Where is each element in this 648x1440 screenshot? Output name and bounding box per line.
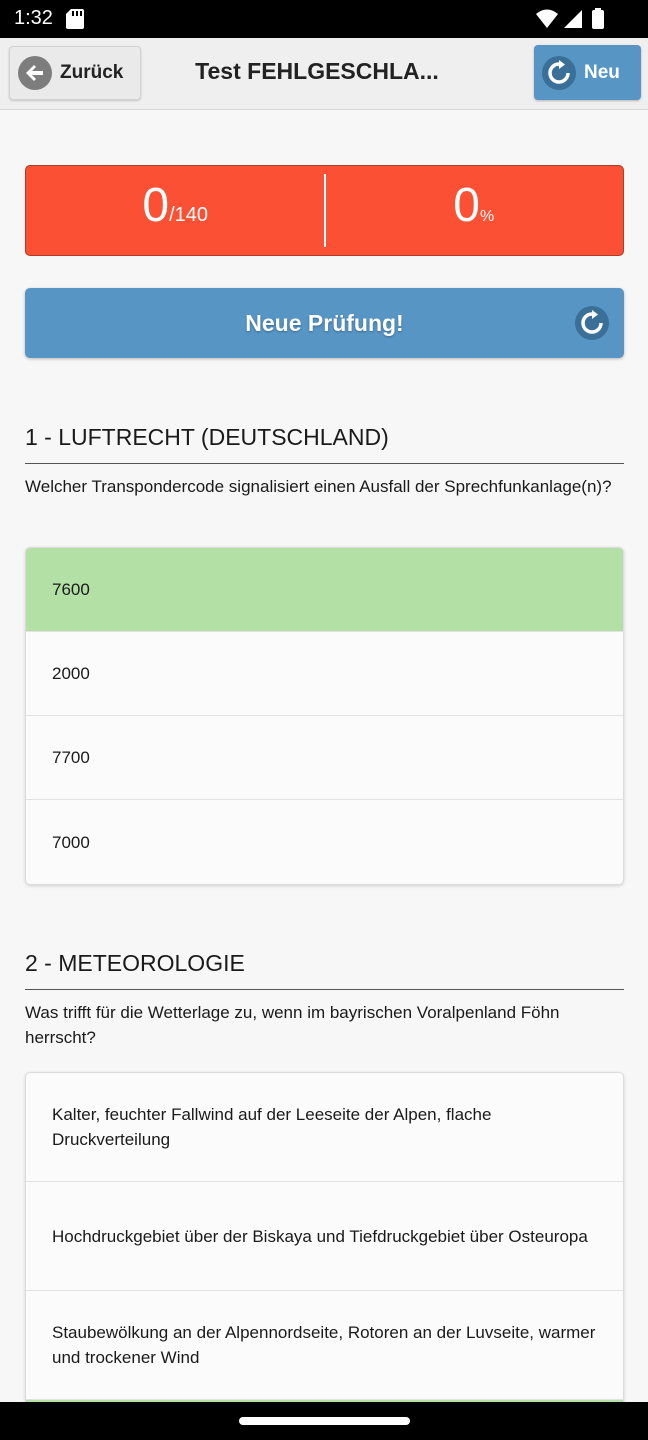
arrow-left-icon — [18, 56, 52, 90]
question-text: Was trifft für die Wetterlage zu, wenn im bayrischen Voralpenland Föhn herrscht? — [25, 1003, 560, 1047]
score-divider — [324, 174, 326, 247]
answer-text: 7700 — [52, 748, 90, 767]
battery-icon — [592, 10, 604, 29]
score-total: /140 — [169, 204, 209, 226]
score-panel — [25, 165, 624, 256]
answer-text: 7000 — [52, 832, 90, 852]
score-percent-sign: % — [479, 208, 495, 225]
new-button[interactable] — [534, 45, 641, 100]
score-percentage — [325, 166, 624, 255]
new-button-label: Neu — [584, 61, 620, 83]
refresh-icon — [542, 56, 576, 90]
back-button-label: Zurück — [60, 62, 124, 83]
status-icons — [534, 8, 608, 30]
status-time: 1:32 — [14, 7, 53, 29]
answer-text: Staubewölkung an der Alpennordseite, Rotoren an der Luvseite, warmer und trockener Wind — [52, 1323, 596, 1367]
question-heading: 1 - LUFTRECHT (DEUTSCHLAND) — [25, 424, 624, 464]
question-text: Welcher Transpondercode signalisiert einen Ausfall der Sprechfunkanlage(n)? — [25, 477, 612, 496]
wifi-icon — [536, 10, 558, 29]
answer-text: 7600 — [52, 580, 90, 599]
answer-option[interactable] — [26, 716, 623, 800]
answer-option[interactable] — [26, 632, 623, 716]
answer-option[interactable] — [26, 800, 623, 884]
refresh-icon — [575, 306, 609, 340]
status-bar — [0, 0, 648, 38]
signal-icon — [564, 10, 582, 28]
question-heading: 2 - METEOROLOGIE — [25, 950, 624, 990]
page-title: Test FEHLGESCHLA... — [195, 58, 439, 84]
score-correct: 0 — [142, 179, 170, 232]
back-button[interactable] — [9, 46, 141, 100]
answer-option[interactable] — [26, 1291, 623, 1400]
answer-option[interactable] — [26, 548, 623, 632]
home-gesture-handle[interactable] — [239, 1417, 410, 1425]
score-count — [26, 166, 325, 255]
app-bar — [0, 38, 648, 110]
sd-card-icon — [66, 9, 84, 29]
navigation-bar — [0, 1402, 648, 1440]
new-exam-button-label: Neue Prüfung! — [245, 310, 404, 336]
new-exam-button[interactable] — [25, 288, 624, 358]
answer-text: 2000 — [52, 664, 90, 683]
question-section — [25, 950, 624, 1050]
answer-text: Kalter, feuchter Fallwind auf der Leeseite der Alpen, flache Druckverteilung — [52, 1105, 492, 1149]
answer-list — [25, 547, 624, 885]
answer-option[interactable] — [26, 1073, 623, 1182]
answer-text: Hochdruckgebiet über der Biskaya und Tiefdruckgebiet über Osteuropa — [52, 1226, 588, 1246]
answer-list — [25, 1072, 624, 1412]
score-percent-value: 0 — [453, 179, 480, 232]
answer-option[interactable] — [26, 1182, 623, 1291]
question-section — [25, 424, 624, 499]
